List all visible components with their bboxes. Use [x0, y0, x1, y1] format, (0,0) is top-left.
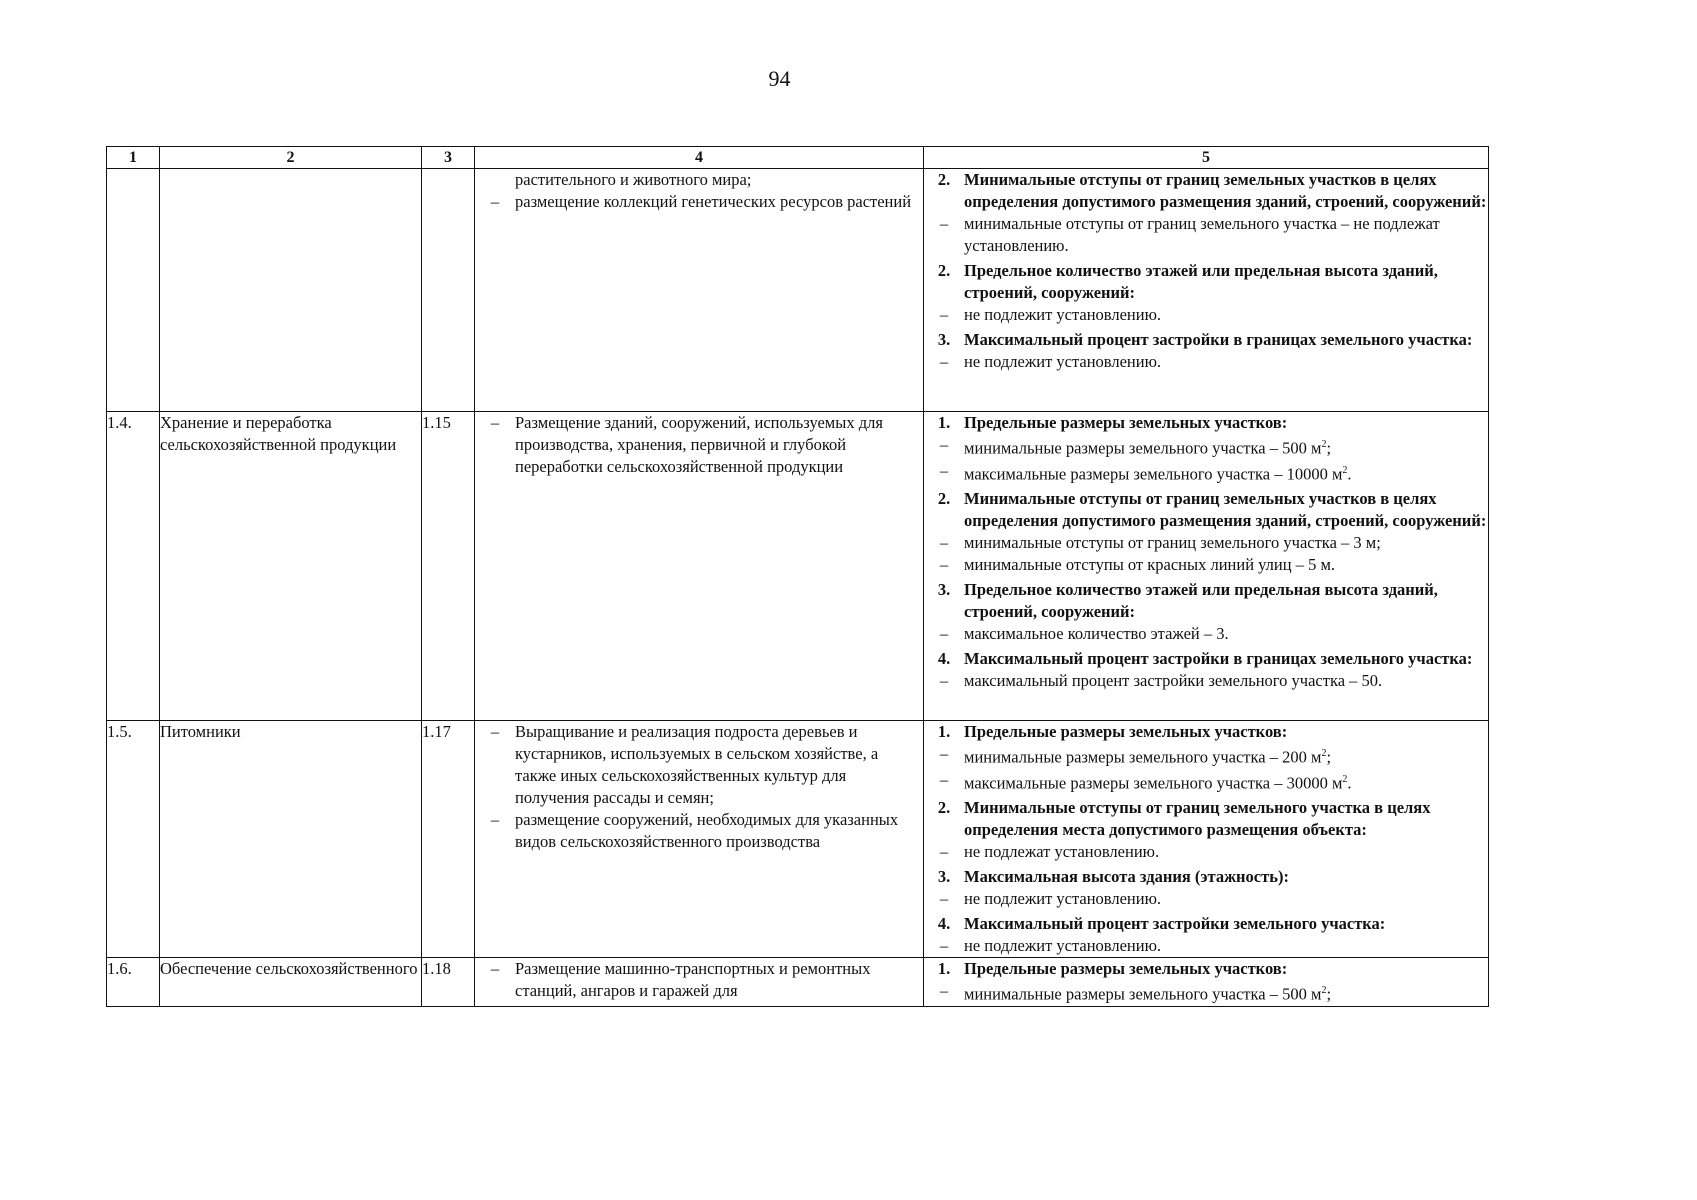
- table-row: [107, 169, 1489, 412]
- description-cell: [475, 958, 924, 1007]
- parameter-text-main: Минимальные отступы от границ земельных участков в целях определения допустимого размещения зданий, строений, сооружений:: [964, 489, 1487, 530]
- use-name-cell: Хранение и переработка сельскохозяйственной продукции: [160, 412, 422, 721]
- parameter-text: [964, 260, 1488, 304]
- parameter-text: [964, 670, 1488, 692]
- parameter-text-main: максимальный процент застройки земельного участка – 50.: [964, 671, 1383, 690]
- parameter-heading: [924, 412, 1488, 434]
- parameter-item: [924, 980, 1488, 1006]
- number-marker: 1.: [937, 959, 951, 978]
- parameter-text: [964, 743, 1488, 769]
- bullet-marker: –: [939, 671, 949, 690]
- bullet-marker: –: [939, 981, 949, 1000]
- number-marker: 3.: [937, 867, 951, 886]
- bullet-marker: –: [939, 744, 949, 763]
- parameter-text: [964, 623, 1488, 645]
- parameter-text-main: максимальные размеры земельного участка – 10000 м: [964, 464, 1343, 483]
- unit-superscript: 2: [1321, 748, 1327, 759]
- trailing-punctuation: ;: [1326, 747, 1332, 767]
- parameter-heading: [924, 260, 1488, 304]
- parameter-heading: [924, 329, 1488, 351]
- parameter-text: [964, 554, 1488, 576]
- parameters-cell: [924, 958, 1489, 1007]
- parameter-heading: [924, 648, 1488, 670]
- parameter-heading: [924, 958, 1488, 980]
- column-header: 2: [160, 147, 422, 169]
- description-cell: [475, 721, 924, 958]
- row-number-cell: 1.6.: [107, 958, 160, 1007]
- parameter-text-main: Предельные размеры земельных участков:: [964, 722, 1288, 741]
- parameter-item: [924, 623, 1488, 645]
- parameter-text-main: Минимальные отступы от границ земельных участков в целях определения допустимого размещения зданий, строений, сооружений:: [964, 170, 1487, 211]
- parameter-item: [924, 769, 1488, 795]
- row-number-cell: [107, 169, 160, 412]
- parameter-text: [964, 434, 1488, 460]
- description-item: [475, 412, 923, 478]
- parameter-heading: [924, 169, 1488, 213]
- use-code-cell: 1.15: [422, 412, 475, 721]
- parameter-heading: [924, 866, 1488, 888]
- bullet-marker: –: [939, 889, 949, 908]
- parameter-heading: [924, 721, 1488, 743]
- table-header-row: [107, 147, 1489, 169]
- parameter-text-main: не подлежит установлению.: [964, 305, 1162, 324]
- parameter-text: [964, 169, 1488, 213]
- description-item: [475, 809, 923, 853]
- use-name-cell: Питомники: [160, 721, 422, 958]
- number-marker: 2.: [937, 798, 951, 817]
- parameter-text: [964, 958, 1488, 980]
- parameter-item: [924, 213, 1488, 257]
- parameter-text: [964, 769, 1488, 795]
- unit-superscript: 2: [1321, 985, 1327, 996]
- bullet-marker: –: [490, 810, 500, 829]
- parameter-text: [964, 721, 1488, 743]
- parameter-text-main: Максимальный процент застройки в границах земельного участка:: [964, 330, 1473, 349]
- bullet-marker: –: [939, 214, 949, 233]
- trailing-punctuation: ;: [1326, 438, 1332, 458]
- use-code-cell: 1.18: [422, 958, 475, 1007]
- parameter-text-main: Минимальные отступы от границ земельного участка в целях определения места допустимого размещения объекта:: [964, 798, 1431, 839]
- number-marker: 3.: [937, 580, 951, 599]
- table-body: [107, 169, 1489, 1007]
- bullet-marker: –: [939, 435, 949, 454]
- bullet-marker: –: [490, 192, 500, 211]
- parameter-text-main: минимальные отступы от границ земельного участка – не подлежат установлению.: [964, 214, 1440, 255]
- description-item: [475, 958, 923, 1002]
- parameter-text-main: Максимальная высота здания (этажность):: [964, 867, 1289, 886]
- description-item: [475, 191, 923, 213]
- parameter-text-main: максимальные размеры земельного участка – 30000 м: [964, 773, 1343, 792]
- parameter-item: [924, 743, 1488, 769]
- bullet-marker: –: [939, 555, 949, 574]
- parameter-text: [964, 866, 1488, 888]
- bullet-marker: –: [939, 842, 949, 861]
- parameter-text: [964, 913, 1488, 935]
- parameter-text: [964, 888, 1488, 910]
- parameter-text: [964, 412, 1488, 434]
- parameter-item: [924, 304, 1488, 326]
- parameter-text-main: минимальные отступы от красных линий улиц – 5 м.: [964, 555, 1336, 574]
- description-text: Размещение зданий, сооружений, используемых для производства, хранения, первичной и глубокой переработки сельскохозяйственной продукции: [515, 413, 883, 476]
- parameter-heading: [924, 913, 1488, 935]
- parameter-text-main: не подлежит установлению.: [964, 889, 1162, 908]
- parameter-item: [924, 888, 1488, 910]
- parameter-text-main: не подлежит установлению.: [964, 352, 1162, 371]
- row-number-cell: 1.5.: [107, 721, 160, 958]
- parameter-text-main: Максимальный процент застройки в границах земельного участка:: [964, 649, 1473, 668]
- bullet-marker: –: [490, 722, 500, 741]
- table-row: [107, 412, 1489, 721]
- zoning-table: [106, 146, 1489, 1007]
- parameter-item: [924, 670, 1488, 692]
- parameter-text: [964, 648, 1488, 670]
- bullet-marker: –: [939, 352, 949, 371]
- table-row: [107, 958, 1489, 1007]
- trailing-punctuation: .: [1347, 773, 1352, 792]
- parameter-text-main: минимальные размеры земельного участка – 500 м: [964, 438, 1322, 458]
- number-marker: 4.: [937, 914, 951, 933]
- number-marker: 1.: [937, 722, 951, 741]
- description-cell: [475, 169, 924, 412]
- number-marker: 2.: [937, 261, 951, 280]
- use-name-cell: Обеспечение сельскохозяйственного: [160, 958, 422, 1007]
- parameter-text: [964, 841, 1488, 863]
- parameter-text: [964, 935, 1488, 957]
- use-code-cell: 1.17: [422, 721, 475, 958]
- parameter-text: [964, 797, 1488, 841]
- parameters-cell: [924, 412, 1489, 721]
- page-number: 94: [768, 66, 791, 91]
- bullet-marker: –: [939, 769, 949, 789]
- description-cell: [475, 412, 924, 721]
- parameter-text: [964, 213, 1488, 257]
- bullet-marker: –: [939, 533, 949, 552]
- use-code-cell: [422, 169, 475, 412]
- description-text: Размещение машинно-транспортных и ремонтных станций, ангаров и гаражей для: [515, 959, 871, 1000]
- parameter-item: [924, 554, 1488, 576]
- unit-superscript: 2: [1342, 464, 1348, 476]
- description-item: [475, 721, 923, 809]
- description-item: [475, 169, 923, 191]
- column-header: 5: [924, 147, 1489, 169]
- unit-superscript: 2: [1342, 773, 1348, 785]
- row-number-cell: 1.4.: [107, 412, 160, 721]
- bullet-marker: –: [490, 959, 500, 978]
- table-row: [107, 721, 1489, 958]
- bullet-marker: –: [939, 624, 949, 643]
- number-marker: 3.: [937, 330, 951, 349]
- description-text: размещение сооружений, необходимых для указанных видов сельскохозяйственного производства: [515, 810, 899, 851]
- parameter-heading: [924, 488, 1488, 532]
- parameter-text-main: минимальные размеры земельного участка – 200 м: [964, 747, 1322, 767]
- parameters-cell: [924, 169, 1489, 412]
- parameter-text-main: Максимальный процент застройки земельного участка:: [964, 914, 1386, 933]
- bullet-marker: –: [939, 936, 949, 955]
- parameter-heading: [924, 579, 1488, 623]
- trailing-punctuation: .: [1347, 464, 1352, 483]
- parameter-item: [924, 841, 1488, 863]
- bullet-marker: –: [490, 413, 500, 432]
- parameter-item: [924, 532, 1488, 554]
- bullet-marker: –: [939, 305, 949, 324]
- parameter-text-main: максимальное количество этажей – 3.: [964, 624, 1229, 643]
- parameter-item: [924, 434, 1488, 460]
- parameter-text: [964, 329, 1488, 351]
- column-header: 4: [475, 147, 924, 169]
- parameter-text-main: минимальные размеры земельного участка – 500 м: [964, 984, 1322, 1004]
- parameter-text: [964, 532, 1488, 554]
- number-marker: 4.: [937, 649, 951, 668]
- parameter-text: [964, 460, 1488, 486]
- parameter-heading: [924, 797, 1488, 841]
- parameters-cell: [924, 721, 1489, 958]
- description-text: размещение коллекций генетических ресурсов растений: [515, 192, 912, 211]
- number-marker: 2.: [937, 170, 951, 189]
- parameter-item: [924, 935, 1488, 957]
- use-name-cell: [160, 169, 422, 412]
- parameter-text-main: не подлежит установлению.: [964, 936, 1162, 955]
- parameter-text: [964, 304, 1488, 326]
- trailing-punctuation: ;: [1326, 984, 1332, 1004]
- parameter-item: [924, 460, 1488, 486]
- number-marker: 1.: [937, 413, 951, 432]
- parameter-text-main: минимальные отступы от границ земельного участка – 3 м;: [964, 533, 1381, 552]
- parameter-text: [964, 980, 1488, 1006]
- description-text: растительного и животного мира;: [515, 170, 752, 189]
- bullet-marker: –: [939, 460, 949, 480]
- number-marker: 2.: [937, 489, 951, 508]
- unit-superscript: 2: [1321, 439, 1327, 450]
- parameter-text-main: Предельные размеры земельных участков:: [964, 959, 1288, 978]
- parameter-item: [924, 351, 1488, 373]
- parameter-text: [964, 488, 1488, 532]
- parameter-text: [964, 579, 1488, 623]
- parameter-text-main: Предельное количество этажей или предельная высота зданий, строений, сооружений:: [964, 261, 1438, 302]
- parameter-text-main: Предельное количество этажей или предельная высота зданий, строений, сооружений:: [964, 580, 1438, 621]
- column-header: 3: [422, 147, 475, 169]
- column-header: 1: [107, 147, 160, 169]
- parameter-text-main: Предельные размеры земельных участков:: [964, 413, 1288, 432]
- parameter-text-main: не подлежат установлению.: [964, 842, 1160, 861]
- parameter-text: [964, 351, 1488, 373]
- description-text: Выращивание и реализация подроста деревьев и кустарников, используемых в сельском хозяйстве, а также иных сельскохозяйственных культур для получения рассады и семян;: [515, 722, 879, 807]
